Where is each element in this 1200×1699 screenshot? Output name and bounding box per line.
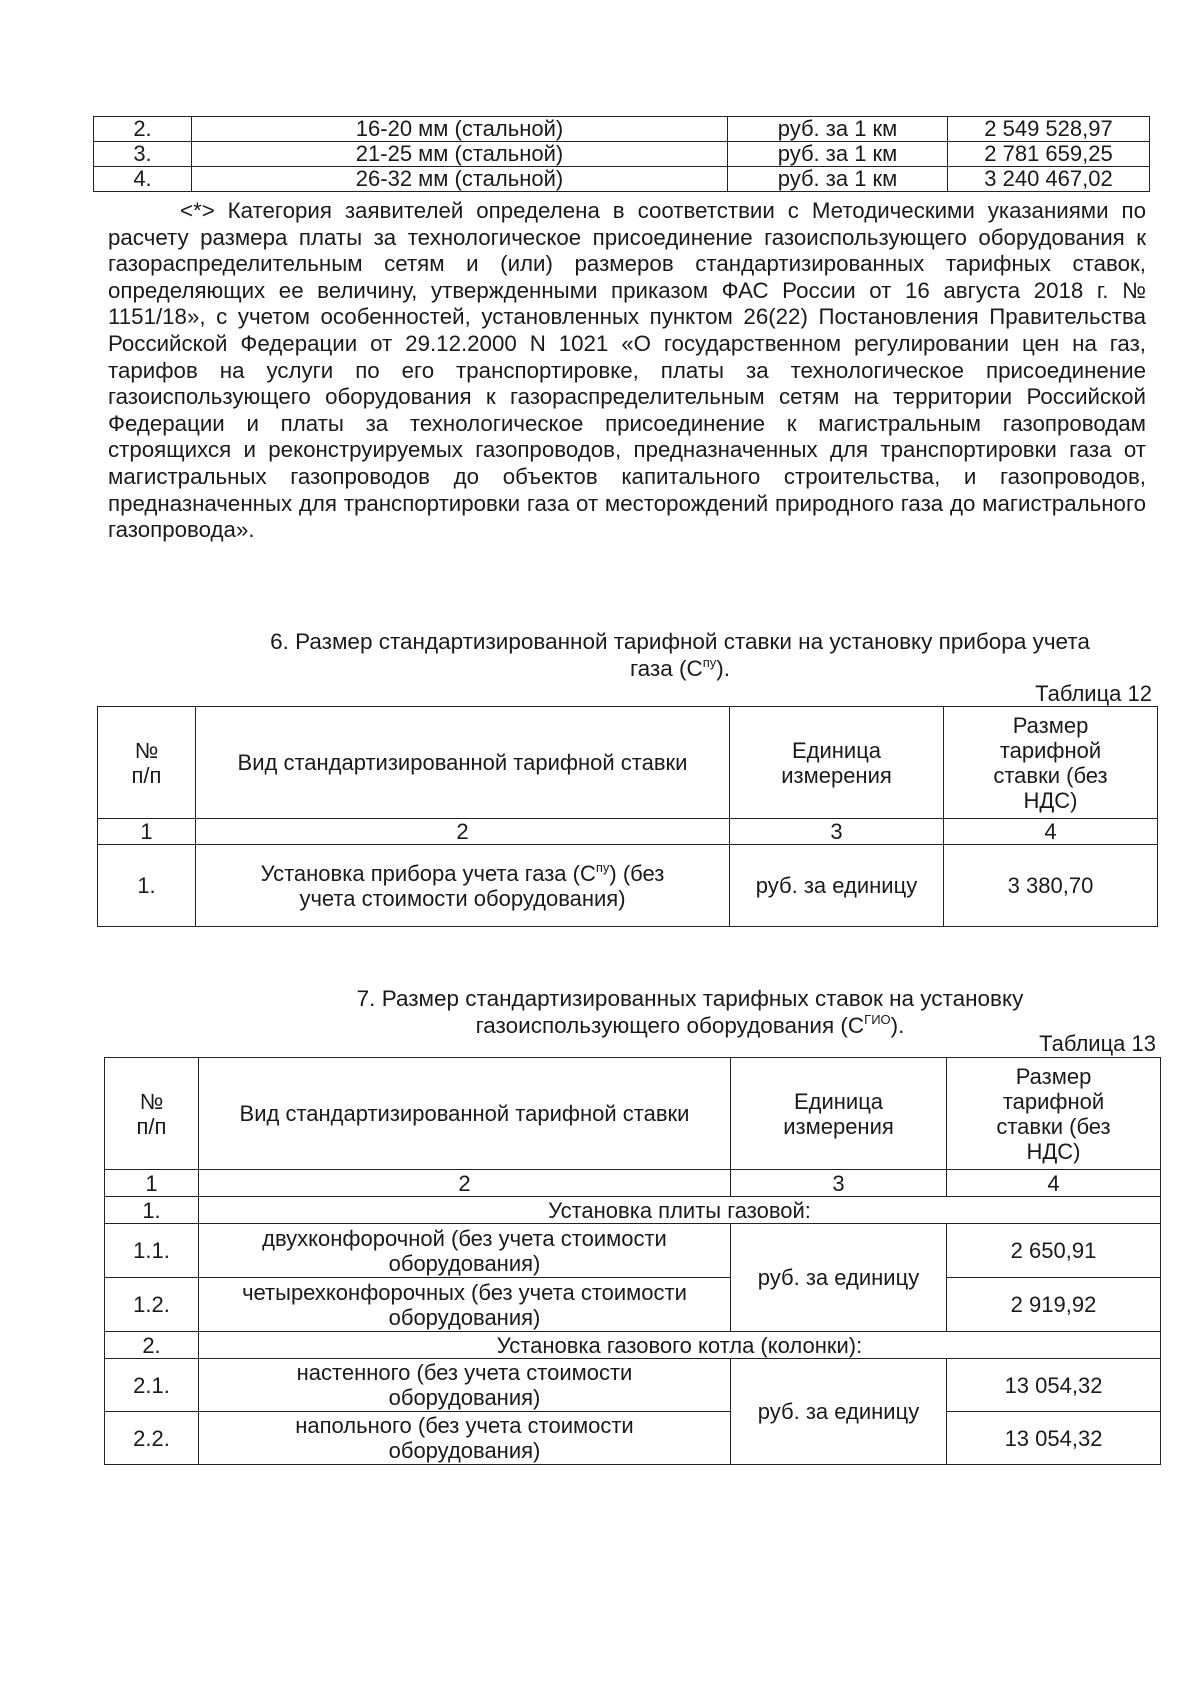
table-12-caption: Таблица 12 — [1035, 681, 1152, 706]
table-header-row — [98, 707, 1158, 819]
pipe-rates-table — [93, 116, 1150, 192]
row-value: 3 380,70 — [944, 845, 1158, 927]
col-number: 4 — [944, 819, 1158, 845]
row-name: четырехконфорочных (без учета стоимости оборудования) — [199, 1278, 731, 1332]
table-12 — [97, 706, 1158, 927]
col-number: 3 — [731, 1170, 947, 1197]
column-numbers-row — [98, 819, 1158, 845]
header-unit: Единица измерения — [731, 1058, 947, 1170]
row-value: 3 240 467,02 — [948, 167, 1150, 192]
row-value: 2 919,92 — [947, 1278, 1161, 1332]
row-number: 1.1. — [105, 1224, 199, 1278]
row-name: двухконфорочной (без учета стоимости оборудования) — [199, 1224, 731, 1278]
header-unit: Единица измерения — [730, 707, 944, 819]
row-unit: руб. за единицу — [731, 1359, 947, 1465]
row-unit: руб. за 1 км — [728, 142, 948, 167]
table-row — [98, 845, 1158, 927]
group-row — [105, 1332, 1161, 1359]
row-number: 3. — [94, 142, 192, 167]
row-name: 16-20 мм (стальной) — [192, 117, 728, 142]
table-row — [105, 1278, 1161, 1332]
row-number: 2.1. — [105, 1359, 199, 1412]
row-number: 2.2. — [105, 1412, 199, 1465]
row-number: 1. — [98, 845, 196, 927]
group-number: 2. — [105, 1332, 199, 1359]
col-number: 3 — [730, 819, 944, 845]
table-row — [105, 1359, 1161, 1412]
header-name: Вид стандартизированной тарифной ставки — [199, 1058, 731, 1170]
row-unit: руб. за единицу — [731, 1224, 947, 1332]
table-13 — [104, 1057, 1161, 1465]
section-7-heading — [220, 985, 1160, 1039]
header-value: Размер тарифной ставки (без НДС) — [947, 1058, 1161, 1170]
header-value: Размер тарифной ставки (без НДС) — [944, 707, 1158, 819]
table-header-row — [105, 1058, 1161, 1170]
table-row — [94, 167, 1150, 192]
group-title: Установка газового котла (колонки): — [199, 1332, 1161, 1359]
section-6-heading-line1: 6. Размер стандартизированной тарифной ставки на установку прибора учета — [270, 629, 1090, 654]
row-value: 2 650,91 — [947, 1224, 1161, 1278]
section-6-heading — [220, 628, 1140, 682]
row-value: 13 054,32 — [947, 1412, 1161, 1465]
row-unit: руб. за единицу — [730, 845, 944, 927]
row-unit: руб. за 1 км — [728, 117, 948, 142]
group-number: 1. — [105, 1197, 199, 1224]
table-13-caption: Таблица 13 — [1039, 1031, 1156, 1056]
col-number: 1 — [98, 819, 196, 845]
table-row — [105, 1224, 1161, 1278]
section-7-heading-line1: 7. Размер стандартизированных тарифных ставок на установку — [356, 986, 1024, 1011]
row-value: 2 781 659,25 — [948, 142, 1150, 167]
header-num: № п/п — [105, 1058, 199, 1170]
row-number: 4. — [94, 167, 192, 192]
row-name: напольного (без учета стоимости оборудования) — [199, 1412, 731, 1465]
row-number: 2. — [94, 117, 192, 142]
row-name: настенного (без учета стоимости оборудования) — [199, 1359, 731, 1412]
col-number: 2 — [196, 819, 730, 845]
column-numbers-row — [105, 1170, 1161, 1197]
row-value: 2 549 528,97 — [948, 117, 1150, 142]
table-row — [94, 142, 1150, 167]
header-num: № п/п — [98, 707, 196, 819]
row-value: 13 054,32 — [947, 1359, 1161, 1412]
row-number: 1.2. — [105, 1278, 199, 1332]
group-title: Установка плиты газовой: — [199, 1197, 1161, 1224]
col-number: 2 — [199, 1170, 731, 1197]
row-unit: руб. за 1 км — [728, 167, 948, 192]
table-row — [105, 1412, 1161, 1465]
row-name: Установка прибора учета газа $(С^{пу})$ (без учета стоимости оборудования) — [196, 845, 730, 927]
col-number: 4 — [947, 1170, 1161, 1197]
row-name: 21-25 мм (стальной) — [192, 142, 728, 167]
table-row — [94, 117, 1150, 142]
section-6-heading-line2: газа $(С^{пу})$. — [629, 655, 731, 681]
header-name: Вид стандартизированной тарифной ставки — [196, 707, 730, 819]
footnote-paragraph: <*> Категория заявителей определена в соответствии с Методическими указаниями по расчету размера платы за технологическое присоединение газоиспользующего оборудования к газораспределительным сетям и (или) размеров стандартизированных тарифных ставок, определяющих ее величину, утвержденными приказом ФАС России от 16 августа 2018 г. № 1151/18», с учетом особенностей, установленных пунктом 26(22) Постановления Правительства Российской Федерации от 29.12.2000 N 1021 «О государственном регулировании цен на газ, тарифов на услуги по его транспортировке, платы за технологическое присоединение газоиспользующего оборудования к газораспределительным сетям на территории Российской Федерации и платы за технологическое присоединение к магистральным газопроводам строящихся и реконструируемых газопроводов, предназначенных для транспортировки газа от магистральных газопроводов до объектов капитального строительства, и газопроводов, предназначенных для транспортировки газа от месторождений природного газа до магистрального газопровода». — [108, 198, 1146, 543]
col-number: 1 — [105, 1170, 199, 1197]
group-row — [105, 1197, 1161, 1224]
row-name: 26-32 мм (стальной) — [192, 167, 728, 192]
section-7-heading-line2: газоиспользующего оборудования $(С^{ГИО})$. — [475, 1012, 905, 1038]
